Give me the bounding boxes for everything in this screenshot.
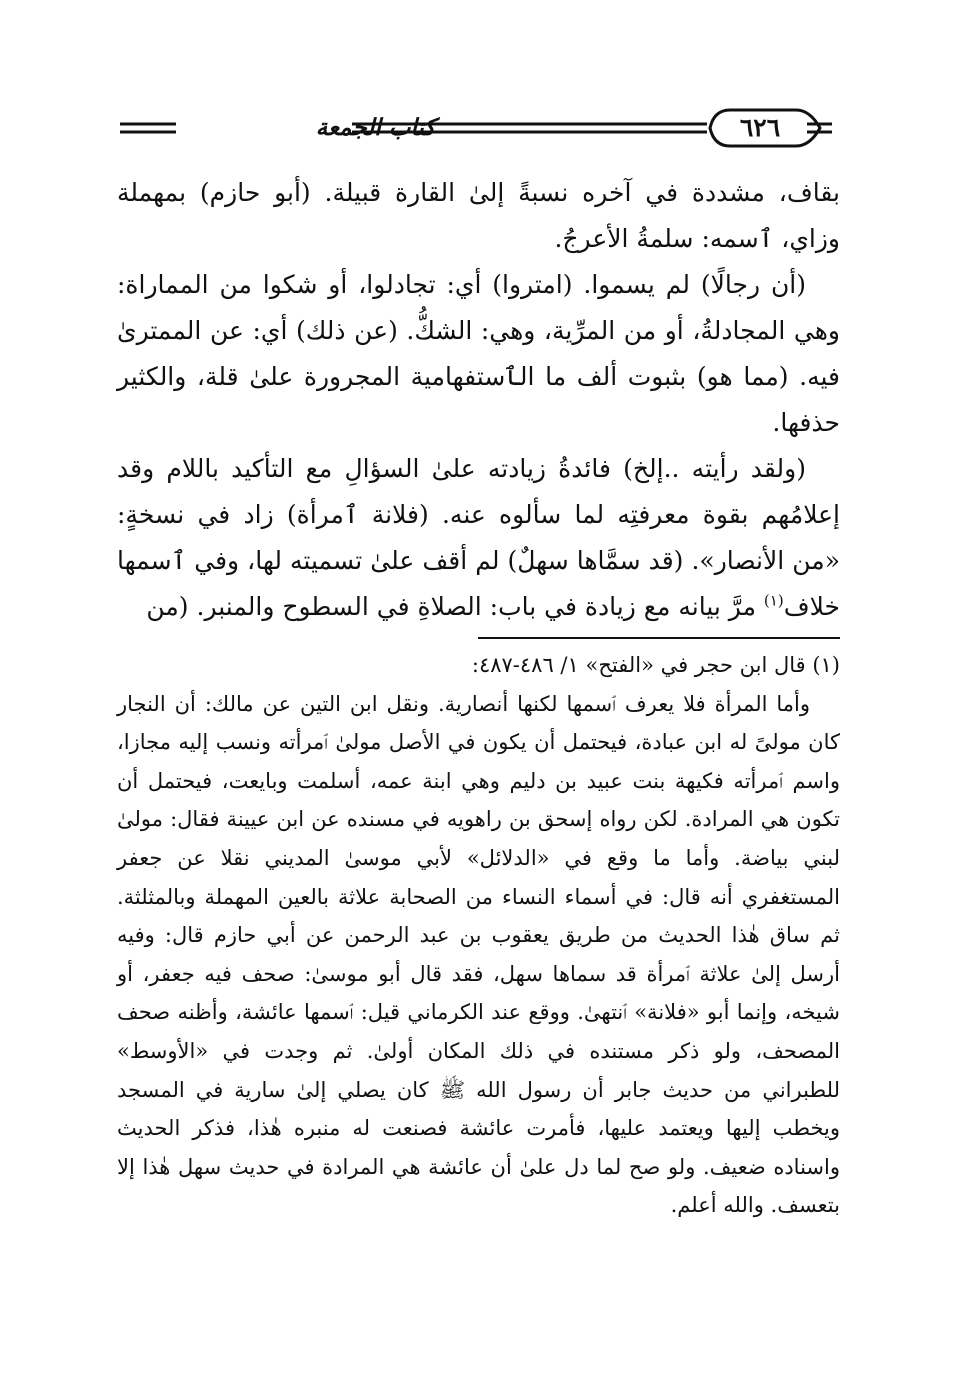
page-header [110, 104, 845, 154]
paragraph-1: بقاف، مشددة في آخره نسبةً إلىٰ القارة قبيلة. (أبو حازم) بمهملة وزاي، ٱسمه: سلمةُ الأعرجُ. [117, 178, 840, 253]
paragraph-3-text-start: (ولقد رأيته ..إلخ) فائدةُ زيادته علىٰ السؤالِ مع التأكيد باللام وقد إعلامُهم بقوة معرفتِه لما سألوه عنه. (فلانة ٱمرأة) زاد في نسخةٍ: «من الأنصار». (قد سمَّاها سهلٌ) لم أقف علىٰ تسميته لها، وفي ٱسمها خلاف [117, 454, 840, 621]
footnotes [117, 646, 840, 1225]
footnote-marker: (١) [763, 591, 784, 610]
footnote-heading: (١) قال ابن حجر في «الفتح» ١/ ٤٨٦-٤٨٧: [471, 653, 840, 677]
paragraph-3 [117, 446, 840, 630]
paragraph-2: (أن رجالًا) لم يسموا. (امتروا) أي: تجادلوا، أو شكوا من المماراة: وهي المجادلةُ، أو من المرِّية، وهي: الشكُّ. (عن ذلك) أي: عن الممترىٰ فيه. (مما هو) بثبوت ألف ما الٱستفهامية المجرورة علىٰ قلة، والكثير حذفها. [117, 270, 840, 437]
page-number: ٦٢٦ [739, 113, 781, 142]
footnote-divider [478, 637, 840, 639]
footnote-body: وأما المرأة فلا يعرف ٱسمها لكنها أنصارية. ونقل ابن التين عن مالك: أن النجار كان مولىً له ابن عبادة، فيحتمل أن يكون في الأصل مولىٰ ٱمرأته ونسب إليه مجازا، واسم ٱمرأته فكيهة بنت عبيد بن دليم وهي ابنة عمه، أسلمت وبايعت، فيحتمل أن تكون هي المرادة. لكن رواه إسحق بن راهويه في مسنده عن ابن عيينة فقال: مولىٰ لبني بياضة. وأما ما وقع في «الدلائل» لأبي موسىٰ المديني نقلا عن جعفر المستغفري أنه قال: في أسماء النساء من الصحابة علاثة بالعين المهملة وبالمثلثة. ثم ساق هٰذا الحديث من طريق يعقوب بن عبد الرحمن عن أبي حازم قال: وفيه أرسل إلىٰ علاثة ٱمرأة قد سماها سهل، فقد قال أبو موسىٰ: صحف فيه جعفر، أو شيخه، وإنما أبو «فلانة» ٱنتهىٰ. ووقع عند الكرماني قيل: ٱسمها عائشة، وأظنه صحف المصحف، ولو ذكر مستنده في ذلك المكان أولىٰ. ثم وجدت في «الأوسط» للطبراني من حديث جابر أن رسول الله ﷺ كان يصلي إلىٰ سارية في المسجد ويخطب إليها ويعتمد عليها، فأمرت عائشة فصنعت له منبره هٰذا، فذكر الحديث واسناده ضعيف. ولو صح لما دل علىٰ أن عائشة هي المرادة في حديث سهل هٰذا إلا بتعسف. والله أعلم. [117, 691, 841, 1218]
main-text [117, 170, 840, 630]
book-title: كتاب الجمعة [315, 114, 436, 141]
paragraph-3-text-end: مرَّ بيانه مع زيادة في باب: الصلاةِ في السطوح والمنبر. (من [146, 592, 764, 621]
